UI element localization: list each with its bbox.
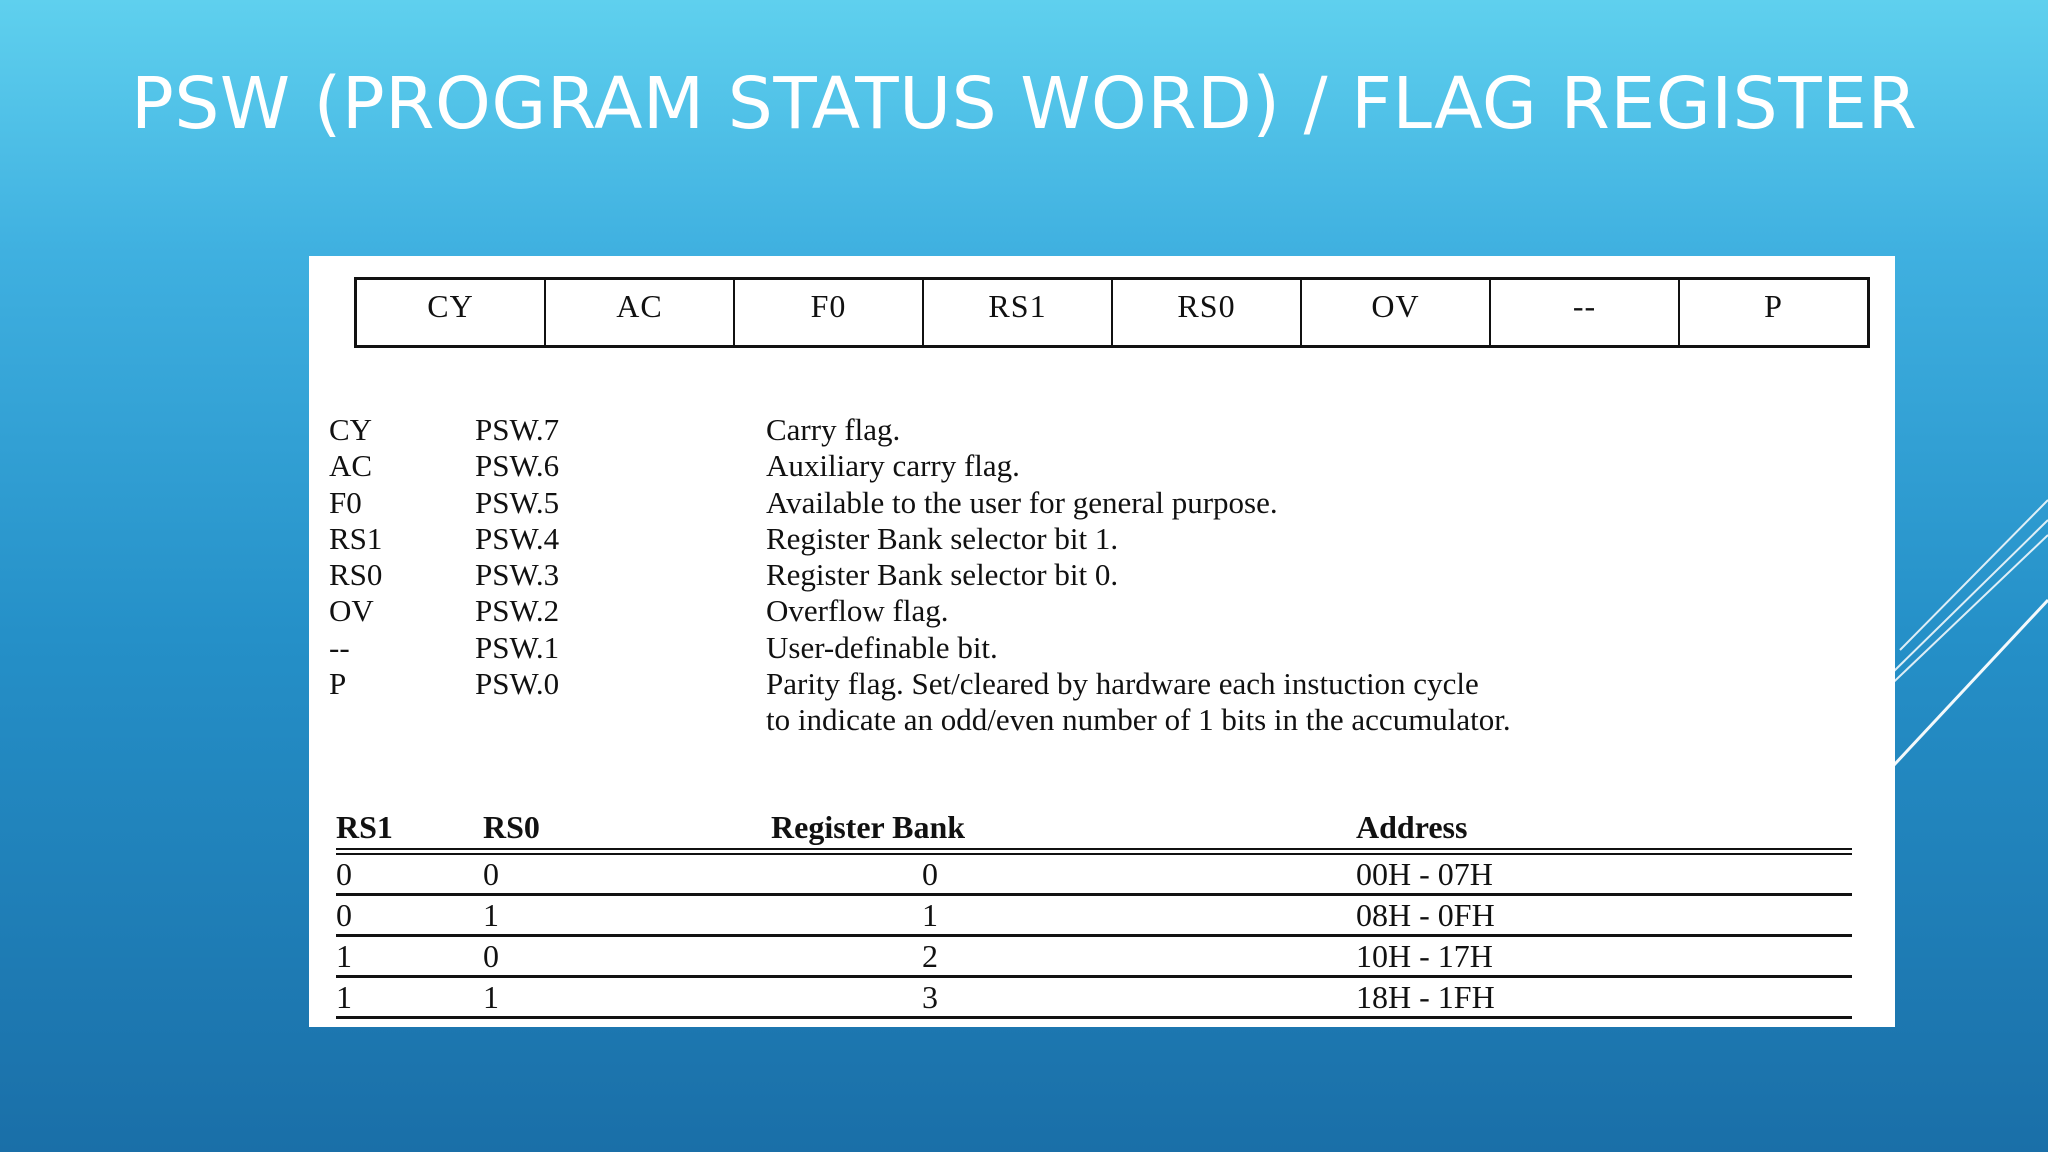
decorative-lines [1880,480,2048,800]
table-header [336,806,1852,848]
flag-name: F0 [329,484,362,520]
flag-description: Overflow flag. [766,593,949,629]
flag-description: Auxiliary carry flag. [766,448,1020,484]
flag-row [329,448,1889,484]
cell-address: 08H - 0FH [1356,897,1495,933]
flag-bit: PSW.7 [475,412,560,447]
table-row [336,855,1852,896]
header-rule [336,848,1852,855]
flag-row [329,593,1889,629]
bit-cell: -- [1491,280,1680,345]
table-row [336,896,1852,937]
flag-name: OV [329,593,374,629]
slide-title: PSW (PROGRAM STATUS WORD) / FLAG REGISTER [131,62,1918,145]
flag-name: RS1 [329,520,383,556]
flag-description: Carry flag. [766,412,901,447]
bit-cell: RS0 [1113,280,1302,345]
flag-row [329,412,1889,448]
psw-figure [309,256,1895,1027]
table-row [336,978,1852,1019]
flag-row [329,557,1889,593]
cell-rs1: 1 [336,979,352,1015]
flag-bit: PSW.5 [475,484,560,520]
flag-name: CY [329,412,373,447]
table-row [336,937,1852,978]
flag-name: RS0 [329,557,383,593]
flag-bit: PSW.6 [475,448,560,484]
cell-address: 00H - 07H [1356,856,1493,892]
header-rs1: RS1 [336,809,393,845]
bit-cell: P [1764,288,1783,324]
psw-bit-layout [354,277,1870,348]
flag-bit: PSW.2 [475,593,560,629]
register-bank-table [336,806,1852,1019]
cell-address: 18H - 1FH [1356,979,1495,1015]
flag-row [329,630,1889,666]
flag-description: Parity flag. Set/cleared by hardware each instuction cycle [766,666,1479,702]
cell-rs1: 1 [336,938,352,974]
bit-cell: OV [1302,280,1491,345]
cell-rs1: 0 [336,856,352,892]
flag-description: Register Bank selector bit 0. [766,557,1119,593]
flag-name: P [329,666,347,702]
header-address: Address [1356,809,1468,845]
flag-description: Register Bank selector bit 1. [766,520,1119,556]
cell-rs1: 0 [336,897,352,933]
flag-row [329,485,1889,521]
flag-bit: PSW.3 [475,557,560,593]
bit-cell: CY [357,280,546,345]
cell-rs0: 0 [483,938,499,974]
cell-bank: 3 [922,979,938,1015]
header-rs0: RS0 [483,809,540,845]
cell-bank: 2 [922,938,938,974]
flag-name: -- [329,629,350,665]
flag-description: Available to the user for general purpose. [766,484,1278,520]
cell-rs0: 1 [483,897,499,933]
flag-descriptions [329,412,1889,739]
header-register-bank: Register Bank [771,809,966,845]
cell-rs0: 1 [483,979,499,1015]
flag-row [329,666,1889,702]
flag-bit: PSW.4 [475,520,560,556]
flag-bit: PSW.0 [475,666,560,702]
cell-bank: 0 [922,856,938,892]
flag-description: User-definable bit. [766,629,998,665]
cell-address: 10H - 17H [1356,938,1493,974]
cell-rs0: 0 [483,856,499,892]
flag-row [329,521,1889,557]
flag-row-continuation [329,702,1889,738]
bit-cell: F0 [735,280,924,345]
flag-name: AC [329,448,373,484]
flag-description: to indicate an odd/even number of 1 bits in the accumulator. [766,702,1511,738]
bit-cell: AC [546,280,735,345]
cell-bank: 1 [922,897,938,933]
bit-cell: RS1 [924,280,1113,345]
flag-bit: PSW.1 [475,629,560,665]
